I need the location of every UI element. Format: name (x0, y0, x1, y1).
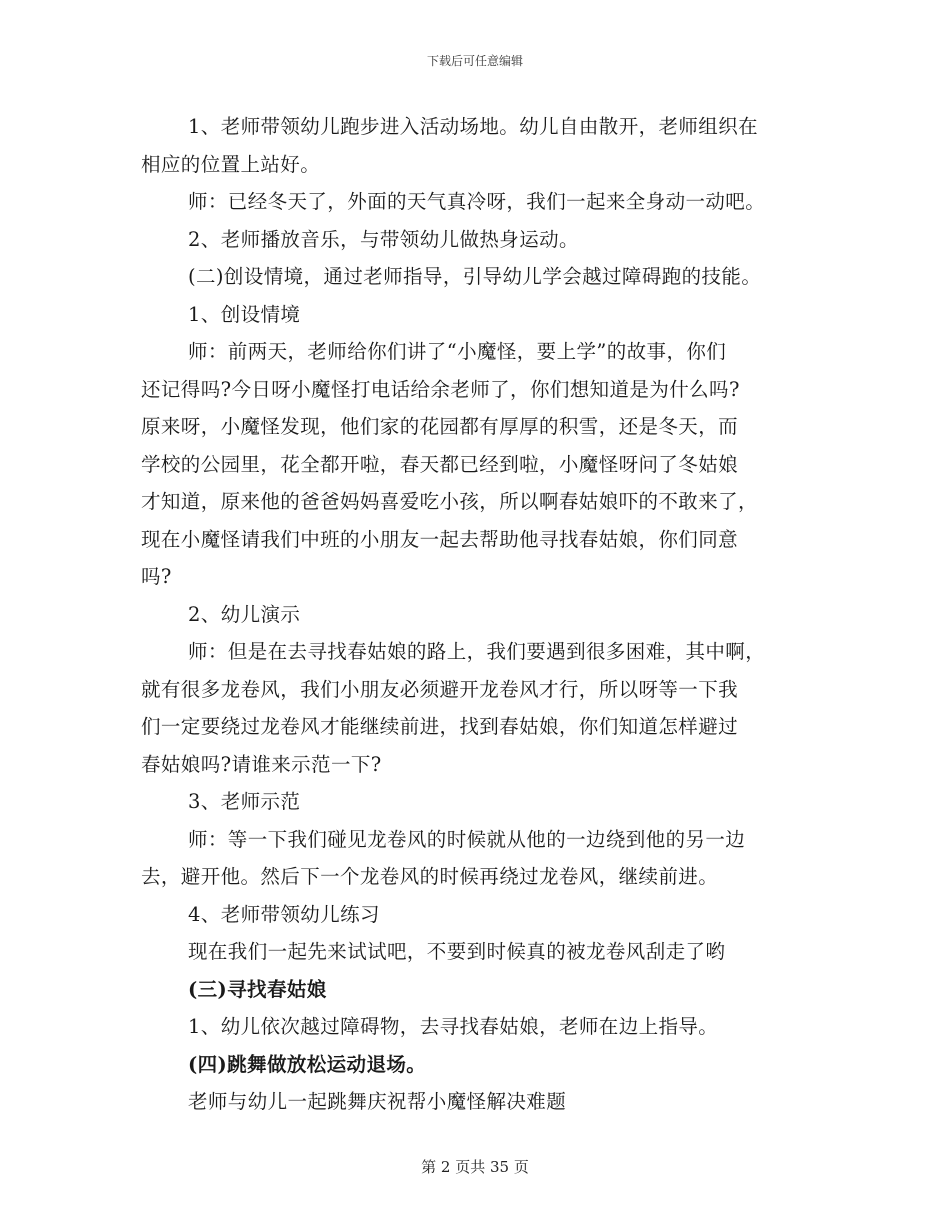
subheading: 3、老师示范 (188, 790, 301, 813)
section-heading: (四)跳舞做放松运动退场。 (188, 1052, 427, 1076)
paragraph-line: 还记得吗?今日呀小魔怪打电话给余老师了，你们想知道是为什么吗? (141, 377, 740, 401)
paragraph-line: 才知道，原来他的爸爸妈妈喜爱吃小孩，所以啊春姑娘吓的不敢来了， (141, 490, 758, 513)
paragraph-line: 现在小魔怪请我们中班的小朋友一起去帮助他寻找春姑娘，你们同意 (141, 527, 739, 551)
paragraph-line: 1、幼儿依次越过障碍物，去寻找春姑娘，老师在边上指导。 (188, 1015, 719, 1038)
paragraph-line: 师：但是在去寻找春姑娘的路上，我们要遇到很多困难，其中啊， (188, 640, 766, 663)
paragraph-line: 相应的位置上站好。 (141, 152, 321, 176)
paragraph-line: 师：前两天，老师给你们讲了“小魔怪，要上学”的故事，你们 (188, 340, 727, 363)
subheading: 2、幼儿演示 (188, 602, 301, 626)
paragraph-line: 们一定要绕过龙卷风才能继续前进，找到春姑娘，你们知道怎样避过 (141, 715, 739, 738)
document-body (141, 108, 821, 1121)
paragraph-line: 1、老师带领幼儿跑步进入活动场地。幼儿自由散开，老师组织在 (188, 115, 759, 138)
paragraph-line: 老师与幼儿一起跳舞庆祝帮小魔怪解决难题 (188, 1090, 567, 1113)
paragraph-line: 就有很多龙卷风，我们小朋友必须避开龙卷风才行，所以呀等一下我 (141, 677, 739, 701)
section-heading: (二)创设情境，通过老师指导，引导幼儿学会越过障碍跑的技能。 (188, 265, 762, 288)
paragraph-line: 原来呀，小魔怪发现，他们家的花园都有厚厚的积雪，还是冬天，而 (141, 415, 739, 438)
paragraph-line: 去，避开他。然后下一个龙卷风的时候再绕过龙卷风，继续前进。 (141, 865, 719, 888)
paragraph-line: 学校的公园里，花全都开啦，春天都已经到啦，小魔怪呀问了冬姑娘 (141, 452, 739, 476)
section-heading: (三)寻找春姑娘 (188, 977, 327, 1001)
paragraph-line: 春姑娘吗?请谁来示范一下? (141, 752, 382, 776)
paragraph-line: 师：已经冬天了，外面的天气真冷呀，我们一起来全身动一动吧。 (188, 190, 766, 213)
paragraph-line: 师：等一下我们碰见龙卷风的时候就从他的一边绕到他的另一边 (188, 827, 746, 851)
paragraph-line: 2、老师播放音乐，与带领幼儿做热身运动。 (188, 227, 579, 251)
subheading: 4、老师带领幼儿练习 (188, 902, 380, 926)
page-footer: 第 2 页共 35 页 (421, 1158, 529, 1176)
paragraph-line: 现在我们一起先来试试吧，不要到时候真的被龙卷风刮走了哟 (188, 940, 726, 963)
subheading: 1、创设情境 (188, 302, 301, 326)
paragraph-line: 吗? (141, 565, 172, 588)
page-header: 下载后可任意编辑 (426, 54, 523, 68)
